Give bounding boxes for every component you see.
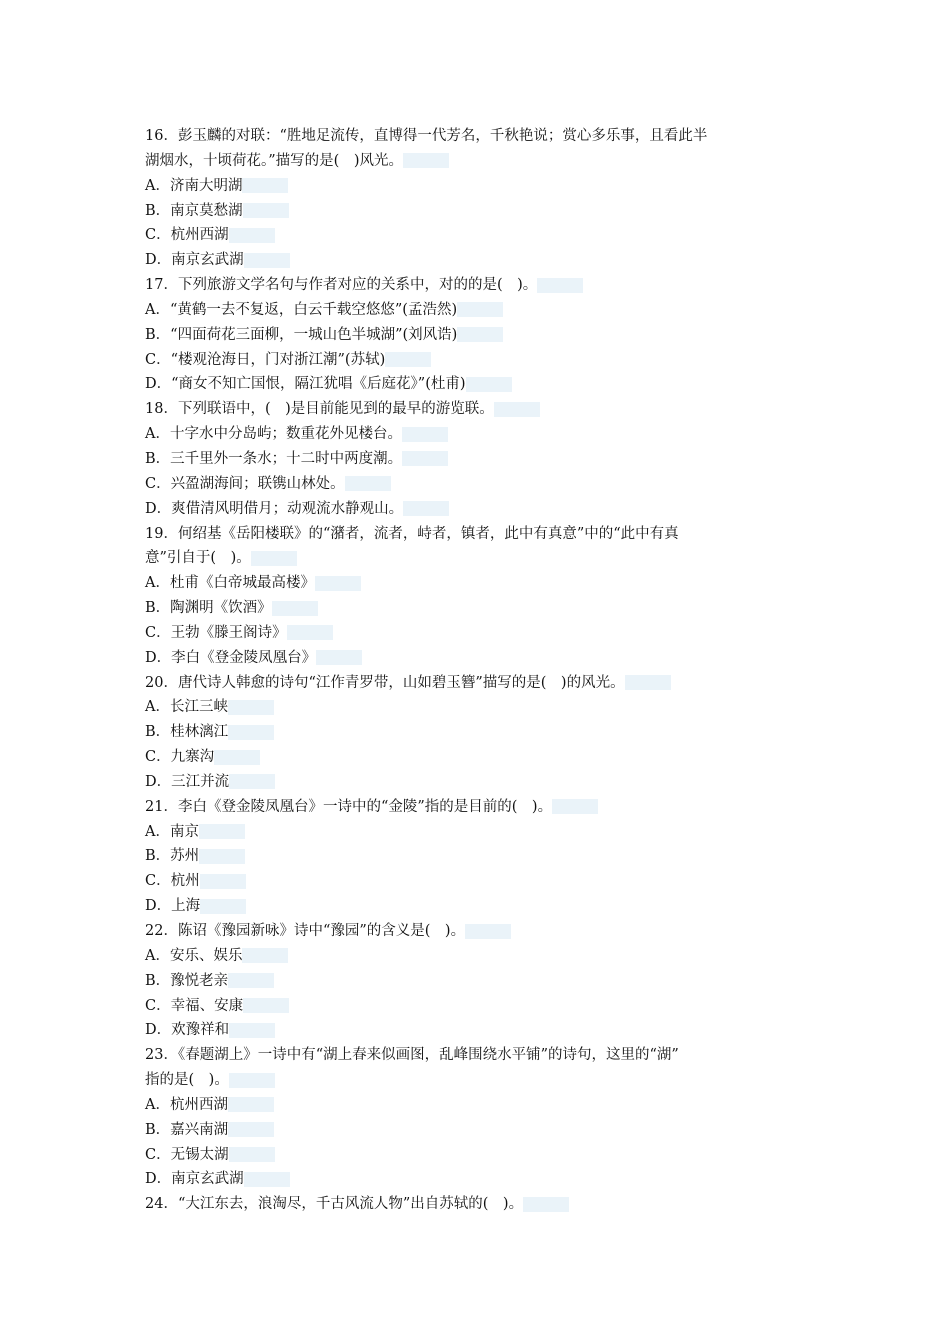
line-text: 18．下列联语中，( )是目前能见到的最早的游览联。 [145, 401, 494, 418]
line-text: D．上海 [145, 898, 201, 915]
line-highlight [466, 377, 512, 392]
line-highlight [228, 700, 274, 715]
line-text: 湖烟水，十顷荷花。”描写的是( )风光。 [145, 152, 403, 169]
line-text: 20．唐代诗人韩愈的诗句“江作青罗带，山如碧玉簪”描写的是( )的风光。 [145, 674, 625, 691]
text-line [145, 869, 815, 894]
line-text: D．南京玄武湖 [145, 1171, 244, 1188]
text-line [145, 248, 815, 273]
line-highlight [552, 799, 598, 814]
text-line [145, 795, 815, 820]
text-line [145, 174, 815, 199]
text-line [145, 571, 815, 596]
line-highlight [403, 501, 449, 516]
line-text: A．十字水中分岛屿；数重花外见楼台。 [145, 426, 402, 443]
text-line [145, 422, 815, 447]
text-line [145, 1068, 815, 1093]
line-highlight [345, 476, 391, 491]
text-line [145, 621, 815, 646]
line-text: 23．《春题湖上》一诗中有“湖上春来似画图，乱峰围绕水平铺”的诗句，这里的“湖” [145, 1047, 679, 1064]
line-highlight [200, 874, 246, 889]
text-line [145, 1167, 815, 1192]
text-line [145, 646, 815, 671]
line-text: A．杭州西湖 [145, 1096, 228, 1113]
line-highlight [244, 253, 290, 268]
text-line [145, 497, 815, 522]
text-line [145, 1143, 815, 1168]
line-highlight [243, 998, 289, 1013]
line-highlight [465, 924, 511, 939]
text-line [145, 1192, 815, 1217]
line-highlight [251, 551, 297, 566]
text-line [145, 919, 815, 944]
line-highlight [403, 153, 449, 168]
line-text: 22．陈诏《豫园新咏》诗中“豫园”的含义是( )。 [145, 923, 466, 939]
line-text: 指的是( )。 [145, 1072, 229, 1089]
text-line [145, 124, 815, 149]
line-highlight [523, 1197, 569, 1212]
line-highlight [316, 650, 362, 665]
line-highlight [272, 601, 318, 616]
line-highlight [242, 948, 288, 963]
text-line [145, 546, 815, 571]
line-highlight [229, 228, 275, 243]
line-text: D．南京玄武湖 [145, 252, 244, 269]
text-line [145, 1018, 815, 1043]
line-text: A．安乐、娱乐 [145, 947, 243, 964]
line-text: C．“楼观沧海日，门对浙江潮”(苏轼) [145, 351, 386, 368]
text-line [145, 994, 815, 1019]
text-line [145, 596, 815, 621]
text-line [145, 1118, 815, 1143]
line-text: D．“商女不知亡国恨，隔江犹唱《后庭花》”(杜甫) [145, 376, 466, 393]
line-text: 24．“大江东去，浪淘尽，千古风流人物”出自苏轼的( )。 [145, 1196, 524, 1213]
text-line [145, 745, 815, 770]
text-line [145, 397, 815, 422]
line-text: B．南京莫愁湖 [145, 202, 243, 219]
line-highlight [214, 750, 260, 765]
text-line [145, 770, 815, 795]
line-highlight [402, 427, 448, 442]
line-text: C．兴盈湖海间；联镌山林处。 [145, 475, 345, 492]
line-text: 19．何绍基《岳阳楼联》的“潴者，流者，峙者，镇者，此中有真意”中的“此中有真 [145, 525, 679, 542]
line-highlight [228, 725, 274, 740]
text-line [145, 372, 815, 397]
line-text: D．三江并流 [145, 773, 230, 790]
line-highlight [242, 178, 288, 193]
line-text: B．“四面荷花三面柳，一城山色半城湖”(刘风诰) [145, 326, 458, 343]
line-text: 意”引自于( )。 [145, 550, 251, 567]
text-line [145, 894, 815, 919]
line-highlight [457, 327, 503, 342]
line-highlight [457, 302, 503, 317]
line-text: B．嘉兴南湖 [145, 1121, 229, 1138]
line-highlight [625, 675, 671, 690]
text-line [145, 323, 815, 348]
text-line [145, 447, 815, 472]
line-highlight [244, 1172, 290, 1187]
text-line [145, 522, 815, 547]
text-line [145, 820, 815, 845]
line-text: B．豫悦老亲 [145, 972, 229, 989]
line-highlight [200, 899, 246, 914]
line-highlight [402, 451, 448, 466]
line-text: C．幸福、安康 [145, 997, 244, 1014]
line-text: C．九寨沟 [145, 749, 215, 766]
text-line [145, 199, 815, 224]
line-text: D．欢豫祥和 [145, 1022, 230, 1039]
line-highlight [229, 774, 275, 789]
text-line [145, 720, 815, 745]
text-line [145, 273, 815, 298]
line-highlight [243, 203, 289, 218]
line-text: C．杭州西湖 [145, 227, 229, 244]
line-highlight [315, 576, 361, 591]
line-highlight [229, 1023, 275, 1038]
line-text: D．爽借清风明借月；动观流水静观山。 [145, 500, 404, 517]
line-text: A．长江三峡 [145, 699, 228, 716]
line-highlight [229, 1147, 275, 1162]
text-line [145, 1043, 815, 1068]
text-line [145, 844, 815, 869]
text-line [145, 671, 815, 696]
text-line [145, 1093, 815, 1118]
text-line [145, 969, 815, 994]
text-line [145, 944, 815, 969]
text-line [145, 223, 815, 248]
text-line [145, 149, 815, 174]
line-text: A．南京 [145, 823, 199, 840]
line-text: C．王勃《滕王阁诗》 [145, 624, 287, 641]
line-text: B．苏州 [145, 848, 200, 865]
line-highlight [494, 402, 540, 417]
line-highlight [199, 849, 245, 864]
line-text: A．杜甫《白帝城最高楼》 [145, 575, 315, 592]
line-highlight [537, 278, 583, 293]
line-text: C．无锡太湖 [145, 1146, 229, 1163]
line-text: D．李白《登金陵凤凰台》 [145, 649, 317, 666]
text-line [145, 298, 815, 323]
line-highlight [228, 973, 274, 988]
line-text: B．桂林漓江 [145, 724, 229, 741]
line-text: C．杭州 [145, 873, 200, 890]
text-line [145, 695, 815, 720]
line-highlight [287, 625, 333, 640]
line-text: A．“黄鹤一去不复返，白云千载空悠悠”(孟浩然) [145, 301, 458, 318]
line-highlight [229, 1073, 275, 1088]
text-line [145, 348, 815, 373]
document-body [145, 124, 815, 1217]
line-text: 17．下列旅游文学名句与作者对应的关系中，对的的是( )。 [145, 277, 538, 294]
line-text: 16．彭玉麟的对联：“胜地足流传，直博得一代芳名，千秋艳说；赏心多乐事，且看此半 [145, 128, 708, 144]
line-highlight [385, 352, 431, 367]
line-text: 21．李白《登金陵凤凰台》一诗中的“金陵”指的是目前的( )。 [145, 798, 553, 815]
text-line [145, 472, 815, 497]
line-text: B．陶渊明《饮酒》 [145, 600, 272, 617]
line-highlight [228, 1097, 274, 1112]
line-highlight [199, 824, 245, 839]
line-text: A．济南大明湖 [145, 177, 243, 194]
line-text: B．三千里外一条水；十二时中两度潮。 [145, 450, 403, 467]
line-highlight [228, 1122, 274, 1137]
